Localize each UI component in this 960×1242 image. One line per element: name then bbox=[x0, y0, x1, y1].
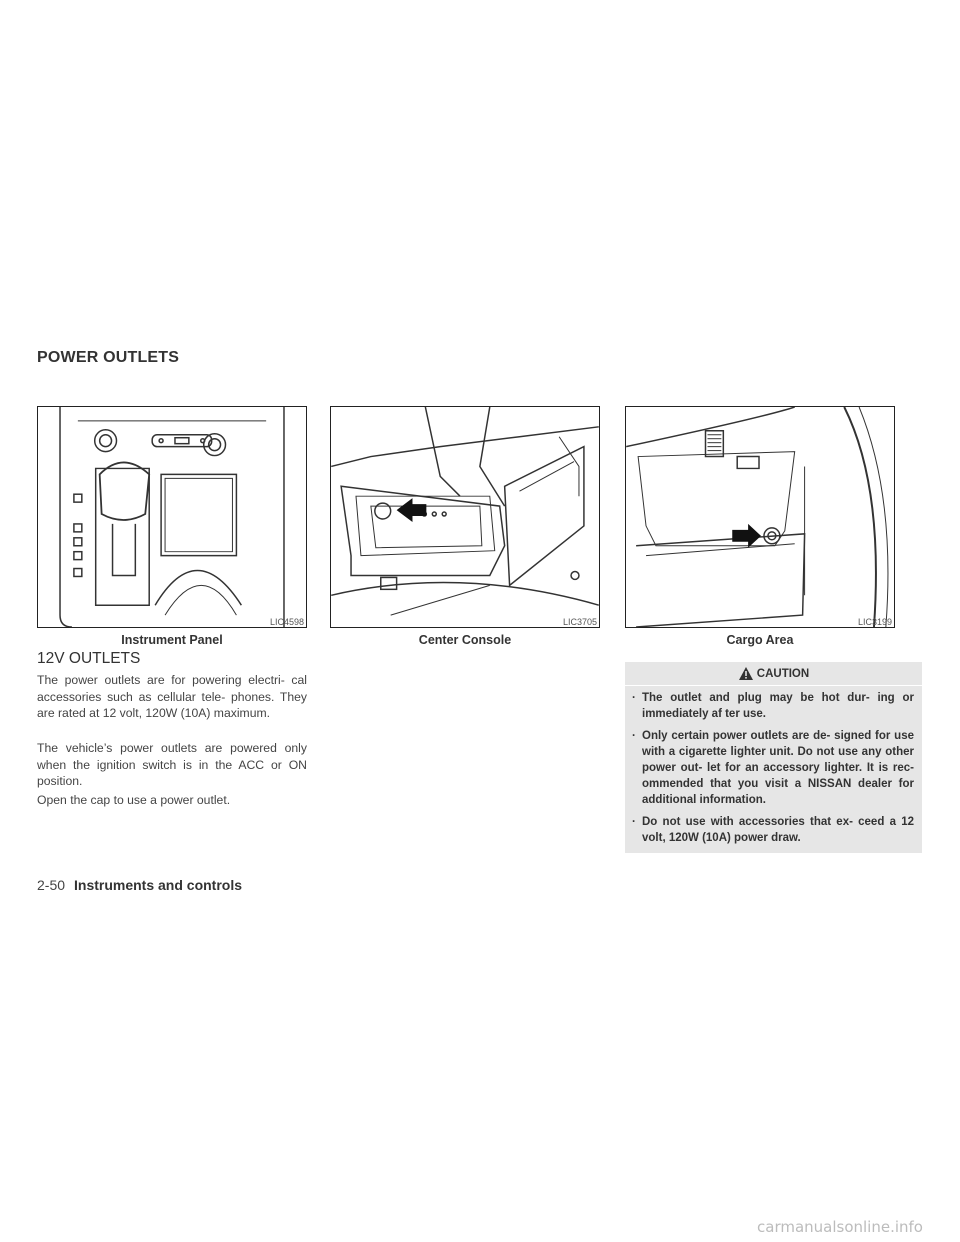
caution-header bbox=[625, 662, 922, 686]
figure-code: LIC3705 bbox=[562, 617, 597, 627]
caution-item: · Do not use with accessories that ex- ceed a 12 volt, 120W (10A) power draw. bbox=[632, 816, 914, 844]
watermark: carmanualsonline.info bbox=[757, 1218, 923, 1236]
caution-label: CAUTION bbox=[756, 667, 810, 680]
caution-list bbox=[625, 690, 922, 852]
figure-code: LIC3199 bbox=[857, 617, 892, 627]
chapter-title: Instruments and controls bbox=[74, 877, 243, 893]
caution-item: · Only certain power outlets are de- signed for use with a cigarette lighter unit. Do not use any other power out- let for an accessory lighter. It is rec- ommended that you visit a NISSAN dealer for additional information. bbox=[632, 730, 914, 806]
center-console-illustration bbox=[331, 407, 599, 627]
caution-item: · The outlet and plug may be hot dur- ing or immediately af ter use. bbox=[632, 692, 914, 720]
arrow-icon bbox=[732, 524, 761, 548]
paragraph: The power outlets are for powering electri- cal accessories such as cellular tele- phones. They are rated at 12 volt, 120W (10A) maximum. bbox=[37, 673, 307, 720]
figure-caption: Instrument Panel bbox=[121, 633, 223, 647]
arrow-icon bbox=[397, 498, 427, 522]
figure-caption: Center Console bbox=[418, 633, 512, 647]
paragraph: The vehicle’s power outlets are powered only when the ignition switch is in the ACC or ON position. bbox=[37, 741, 307, 788]
section-title: POWER OUTLETS bbox=[37, 349, 180, 366]
warning-icon bbox=[738, 666, 754, 681]
caution-box bbox=[625, 662, 922, 853]
figure-instrument-panel bbox=[37, 406, 307, 628]
figure-center-console bbox=[330, 406, 600, 628]
figure-caption: Cargo Area bbox=[726, 633, 794, 647]
paragraph: Open the cap to use a power outlet. bbox=[37, 793, 231, 807]
figure-cargo-area bbox=[625, 406, 895, 628]
figure-code: LIC4598 bbox=[269, 617, 304, 627]
instrument-panel-illustration bbox=[38, 407, 306, 627]
cargo-area-illustration bbox=[626, 407, 894, 627]
page-number: 2-50 bbox=[37, 877, 66, 893]
subsection-heading: 12V OUTLETS bbox=[37, 650, 141, 667]
